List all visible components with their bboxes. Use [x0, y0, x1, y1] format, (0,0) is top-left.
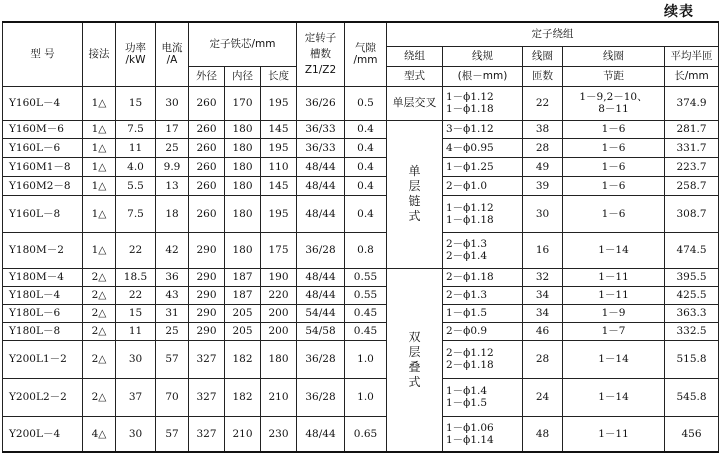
header-airgap: 气隙 /mm [345, 22, 387, 86]
continued-label: 续表 [664, 4, 694, 20]
header-connection: 接法 [83, 22, 116, 86]
wire-gauge-cell: 2－ϕ0.9 [443, 322, 523, 340]
header-length: 长度 [261, 66, 297, 86]
outer-diameter-cell: 260 [189, 195, 225, 232]
coil-turns-cell: 38 [523, 120, 563, 138]
coil-turns-cell: 28 [523, 138, 563, 157]
outer-diameter-cell: 290 [189, 232, 225, 268]
power-cell: 18.5 [116, 268, 156, 286]
length-cell: 230 [261, 416, 297, 452]
length-cell: 180 [261, 340, 297, 378]
current-cell: 9.9 [156, 157, 189, 176]
length-cell: 175 [261, 232, 297, 268]
slots-cell: 48/44 [297, 176, 345, 195]
length-cell: 190 [261, 268, 297, 286]
half-turn-length-cell: 374.9 [665, 86, 719, 120]
wire-gauge-cell: 1－ϕ1.4 1－ϕ1.5 [443, 378, 523, 416]
outer-diameter-cell: 260 [189, 138, 225, 157]
airgap-cell: 0.4 [345, 195, 387, 232]
header-stator-winding: 定子绕组 [387, 22, 719, 46]
half-turn-length-cell: 456 [665, 416, 719, 452]
outer-diameter-cell: 290 [189, 304, 225, 322]
motor-winding-table [2, 21, 719, 453]
inner-diameter-cell: 180 [225, 120, 261, 138]
inner-diameter-cell: 205 [225, 304, 261, 322]
airgap-cell: 0.65 [345, 416, 387, 452]
length-cell: 195 [261, 195, 297, 232]
model-cell: Y200L－4 [3, 416, 83, 452]
airgap-cell: 0.45 [345, 304, 387, 322]
length-cell: 195 [261, 86, 297, 120]
table-row [3, 195, 719, 232]
connection-cell: 1△ [83, 157, 116, 176]
airgap-cell: 0.4 [345, 138, 387, 157]
current-cell: 25 [156, 138, 189, 157]
half-turn-length-cell: 331.7 [665, 138, 719, 157]
wire-gauge-cell: 1－ϕ1.25 [443, 157, 523, 176]
wire-gauge-cell: 3－ϕ1.12 [443, 120, 523, 138]
header-halfturn-2: 长/mm [665, 66, 719, 86]
model-cell: Y160L－4 [3, 86, 83, 120]
length-cell: 220 [261, 286, 297, 304]
coil-pitch-cell: 1－6 [563, 176, 665, 195]
coil-turns-cell: 16 [523, 232, 563, 268]
model-cell: Y160M2－8 [3, 176, 83, 195]
power-cell: 7.5 [116, 195, 156, 232]
airgap-cell: 0.55 [345, 286, 387, 304]
coil-pitch-cell: 1－7 [563, 322, 665, 340]
header-slots: 定转子 槽数 Z1/Z2 [297, 22, 345, 86]
inner-diameter-cell: 205 [225, 322, 261, 340]
header-wire-1: 线规 [443, 46, 523, 66]
power-cell: 11 [116, 322, 156, 340]
length-cell: 200 [261, 304, 297, 322]
half-turn-length-cell: 223.7 [665, 157, 719, 176]
model-cell: Y180L－6 [3, 304, 83, 322]
coil-turns-cell: 30 [523, 195, 563, 232]
coil-pitch-cell: 1－11 [563, 416, 665, 452]
airgap-cell: 0.55 [345, 268, 387, 286]
length-cell: 200 [261, 322, 297, 340]
outer-diameter-cell: 327 [189, 340, 225, 378]
inner-diameter-cell: 187 [225, 268, 261, 286]
half-turn-length-cell: 363.3 [665, 304, 719, 322]
current-cell: 42 [156, 232, 189, 268]
power-cell: 15 [116, 304, 156, 322]
connection-cell: 1△ [83, 138, 116, 157]
airgap-cell: 0.4 [345, 176, 387, 195]
coil-turns-cell: 49 [523, 157, 563, 176]
wire-gauge-cell: 2－ϕ1.0 [443, 176, 523, 195]
half-turn-length-cell: 545.8 [665, 378, 719, 416]
coil-pitch-cell: 1－14 [563, 340, 665, 378]
connection-cell: 2△ [83, 304, 116, 322]
wire-gauge-cell: 2－ϕ1.18 [443, 268, 523, 286]
model-cell: Y180M－4 [3, 268, 83, 286]
wire-gauge-cell: 1－ϕ1.12 1－ϕ1.18 [443, 86, 523, 120]
model-cell: Y200L2－2 [3, 378, 83, 416]
slots-cell: 36/33 [297, 120, 345, 138]
coil-turns-cell: 46 [523, 322, 563, 340]
header-current: 电流 /A [156, 22, 189, 86]
power-cell: 30 [116, 340, 156, 378]
current-cell: 17 [156, 120, 189, 138]
model-cell: Y180L－4 [3, 286, 83, 304]
model-cell: Y180M－2 [3, 232, 83, 268]
coil-pitch-cell: 1－6 [563, 157, 665, 176]
coil-pitch-cell: 1－11 [563, 268, 665, 286]
half-turn-length-cell: 425.5 [665, 286, 719, 304]
slots-cell: 48/44 [297, 416, 345, 452]
coil-pitch-cell: 1－14 [563, 378, 665, 416]
length-cell: 195 [261, 138, 297, 157]
half-turn-length-cell: 258.7 [665, 176, 719, 195]
inner-diameter-cell: 180 [225, 157, 261, 176]
current-cell: 13 [156, 176, 189, 195]
outer-diameter-cell: 290 [189, 322, 225, 340]
table-row [3, 120, 719, 138]
slots-cell: 54/58 [297, 322, 345, 340]
coil-pitch-cell: 1－9 [563, 304, 665, 322]
table-row [3, 322, 719, 340]
power-cell: 7.5 [116, 120, 156, 138]
airgap-cell: 0.8 [345, 232, 387, 268]
table-row [3, 340, 719, 378]
outer-diameter-cell: 327 [189, 378, 225, 416]
wire-gauge-cell: 2－ϕ1.3 [443, 286, 523, 304]
table-row [3, 176, 719, 195]
header-outer: 外径 [189, 66, 225, 86]
wire-gauge-cell: 4－ϕ0.95 [443, 138, 523, 157]
header-model: 型 号 [3, 22, 83, 86]
current-cell: 36 [156, 268, 189, 286]
current-cell: 57 [156, 340, 189, 378]
power-cell: 15 [116, 86, 156, 120]
outer-diameter-cell: 290 [189, 268, 225, 286]
model-cell: Y160M－6 [3, 120, 83, 138]
slots-cell: 36/28 [297, 378, 345, 416]
half-turn-length-cell: 281.7 [665, 120, 719, 138]
wire-gauge-cell: 1－ϕ1.5 [443, 304, 523, 322]
table-row [3, 378, 719, 416]
airgap-cell: 0.5 [345, 86, 387, 120]
connection-cell: 1△ [83, 86, 116, 120]
length-cell: 145 [261, 176, 297, 195]
coil-turns-cell: 28 [523, 340, 563, 378]
power-cell: 30 [116, 416, 156, 452]
current-cell: 18 [156, 195, 189, 232]
outer-diameter-cell: 327 [189, 416, 225, 452]
wire-gauge-cell: 2－ϕ1.3 2－ϕ1.4 [443, 232, 523, 268]
current-cell: 70 [156, 378, 189, 416]
power-cell: 5.5 [116, 176, 156, 195]
coil-turns-cell: 22 [523, 86, 563, 120]
half-turn-length-cell: 308.7 [665, 195, 719, 232]
connection-cell: 2△ [83, 378, 116, 416]
inner-diameter-cell: 170 [225, 86, 261, 120]
inner-diameter-cell: 180 [225, 195, 261, 232]
connection-cell: 2△ [83, 268, 116, 286]
slots-cell: 54/44 [297, 304, 345, 322]
table-row [3, 268, 719, 286]
current-cell: 31 [156, 304, 189, 322]
airgap-cell: 0.4 [345, 120, 387, 138]
outer-diameter-cell: 260 [189, 176, 225, 195]
model-cell: Y180L－8 [3, 322, 83, 340]
current-cell: 25 [156, 322, 189, 340]
header-winding-type-1: 绕组 [387, 46, 443, 66]
airgap-cell: 1.0 [345, 378, 387, 416]
winding-type-single-cross: 单层交叉 [387, 86, 443, 120]
coil-turns-cell: 34 [523, 286, 563, 304]
current-cell: 30 [156, 86, 189, 120]
length-cell: 145 [261, 120, 297, 138]
wire-gauge-cell: 1－ϕ1.06 1－ϕ1.14 [443, 416, 523, 452]
header-pitch-1: 线圈 [563, 46, 665, 66]
slots-cell: 36/28 [297, 340, 345, 378]
power-cell: 22 [116, 232, 156, 268]
connection-cell: 4△ [83, 416, 116, 452]
length-cell: 210 [261, 378, 297, 416]
coil-turns-cell: 39 [523, 176, 563, 195]
slots-cell: 36/33 [297, 138, 345, 157]
table-row [3, 416, 719, 452]
slots-cell: 36/26 [297, 86, 345, 120]
header-turns-2: 匝数 [523, 66, 563, 86]
winding-type-double-lap: 双层叠式 [387, 268, 443, 452]
outer-diameter-cell: 260 [189, 120, 225, 138]
coil-pitch-cell: 1－6 [563, 138, 665, 157]
current-cell: 57 [156, 416, 189, 452]
table-row [3, 232, 719, 268]
table-row [3, 286, 719, 304]
connection-cell: 2△ [83, 286, 116, 304]
inner-diameter-cell: 180 [225, 138, 261, 157]
inner-diameter-cell: 180 [225, 176, 261, 195]
current-cell: 43 [156, 286, 189, 304]
header-power: 功率 /kW [116, 22, 156, 86]
table-row [3, 138, 719, 157]
wire-gauge-cell: 1－ϕ1.12 1－ϕ1.18 [443, 195, 523, 232]
half-turn-length-cell: 332.5 [665, 322, 719, 340]
coil-pitch-cell: 1－9,2－10、 8－11 [563, 86, 665, 120]
outer-diameter-cell: 260 [189, 86, 225, 120]
half-turn-length-cell: 474.5 [665, 232, 719, 268]
table-row [3, 304, 719, 322]
coil-pitch-cell: 1－6 [563, 195, 665, 232]
slots-cell: 48/44 [297, 286, 345, 304]
outer-diameter-cell: 290 [189, 286, 225, 304]
winding-type-single-chain: 单层链式 [387, 120, 443, 268]
coil-pitch-cell: 1－11 [563, 286, 665, 304]
airgap-cell: 1.0 [345, 340, 387, 378]
power-cell: 37 [116, 378, 156, 416]
airgap-cell: 0.4 [345, 157, 387, 176]
wire-gauge-cell: 2－ϕ1.12 2－ϕ1.18 [443, 340, 523, 378]
table-row [3, 157, 719, 176]
power-cell: 4.0 [116, 157, 156, 176]
slots-cell: 48/44 [297, 268, 345, 286]
slots-cell: 48/44 [297, 195, 345, 232]
half-turn-length-cell: 515.8 [665, 340, 719, 378]
table-row [3, 86, 719, 120]
header-stator-core: 定子铁芯/mm [189, 22, 297, 66]
coil-turns-cell: 48 [523, 416, 563, 452]
inner-diameter-cell: 187 [225, 286, 261, 304]
connection-cell: 1△ [83, 232, 116, 268]
length-cell: 110 [261, 157, 297, 176]
coil-pitch-cell: 1－6 [563, 120, 665, 138]
coil-turns-cell: 24 [523, 378, 563, 416]
model-cell: Y200L1－2 [3, 340, 83, 378]
slots-cell: 36/28 [297, 232, 345, 268]
header-inner: 内径 [225, 66, 261, 86]
connection-cell: 2△ [83, 322, 116, 340]
half-turn-length-cell: 395.5 [665, 268, 719, 286]
header-pitch-2: 节距 [563, 66, 665, 86]
coil-turns-cell: 34 [523, 304, 563, 322]
inner-diameter-cell: 210 [225, 416, 261, 452]
connection-cell: 2△ [83, 340, 116, 378]
connection-cell: 1△ [83, 176, 116, 195]
coil-pitch-cell: 1－14 [563, 232, 665, 268]
header-turns-1: 线圈 [523, 46, 563, 66]
inner-diameter-cell: 180 [225, 232, 261, 268]
header-halfturn-1: 平均半匝 [665, 46, 719, 66]
power-cell: 11 [116, 138, 156, 157]
slots-cell: 48/44 [297, 157, 345, 176]
coil-turns-cell: 32 [523, 268, 563, 286]
model-cell: Y160L－6 [3, 138, 83, 157]
outer-diameter-cell: 260 [189, 157, 225, 176]
model-cell: Y160L－8 [3, 195, 83, 232]
inner-diameter-cell: 182 [225, 340, 261, 378]
model-cell: Y160M1－8 [3, 157, 83, 176]
header-winding-type-2: 型式 [387, 66, 443, 86]
inner-diameter-cell: 182 [225, 378, 261, 416]
airgap-cell: 0.45 [345, 322, 387, 340]
connection-cell: 1△ [83, 120, 116, 138]
power-cell: 22 [116, 286, 156, 304]
connection-cell: 1△ [83, 195, 116, 232]
header-wire-2: (根－mm) [443, 66, 523, 86]
